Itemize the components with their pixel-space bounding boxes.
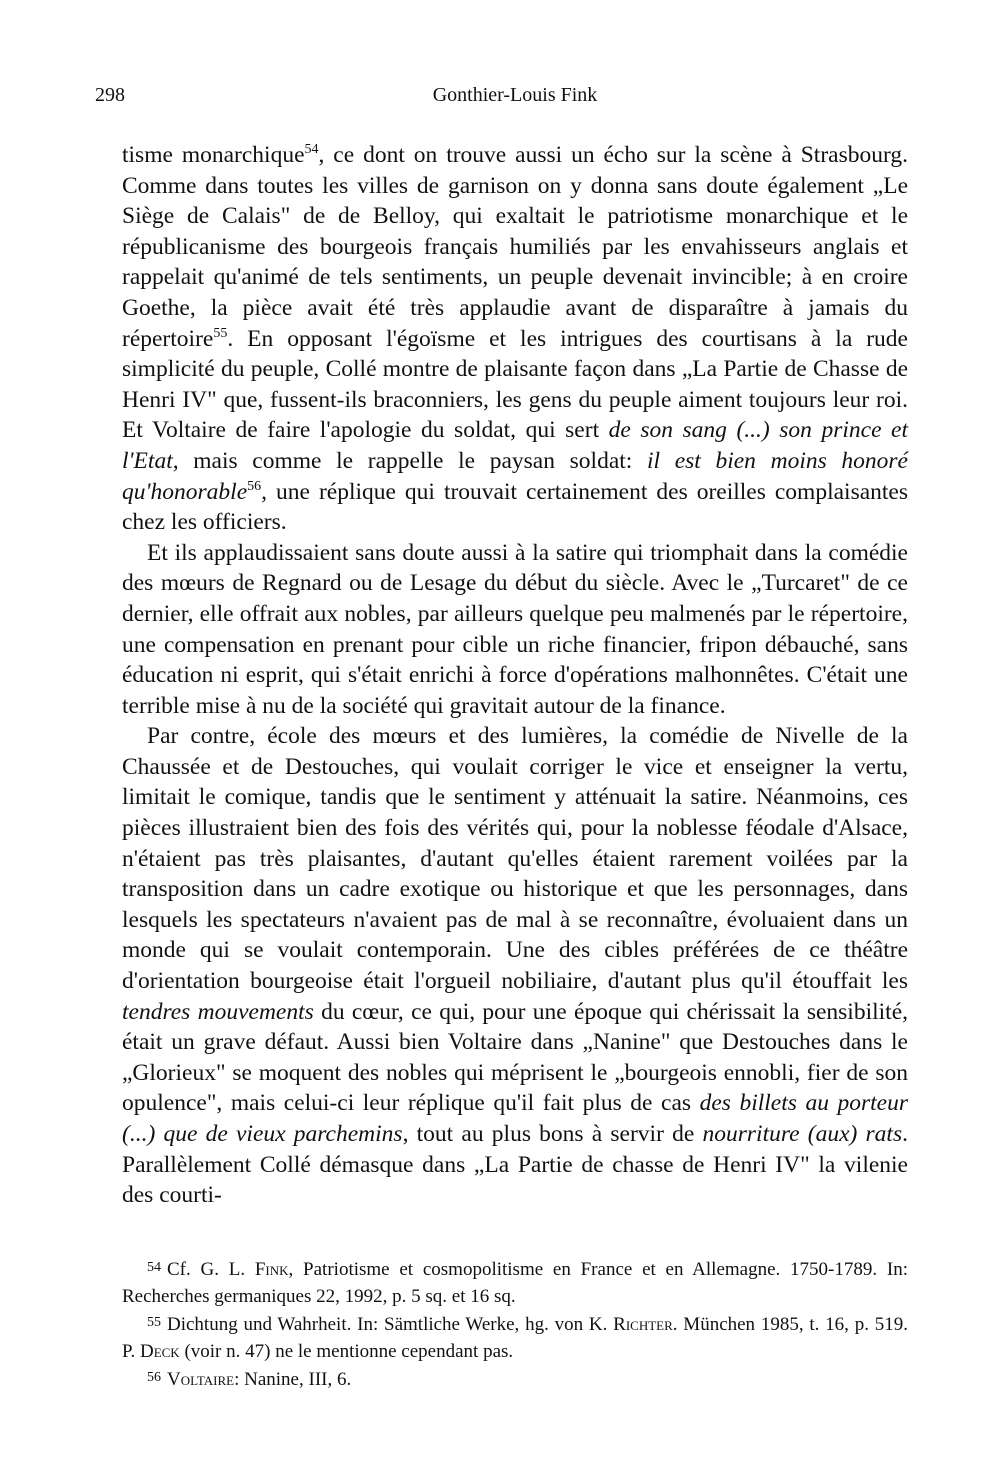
- text-run: tisme monarchique: [122, 142, 305, 168]
- paragraph-1: [122, 140, 908, 538]
- page-number: 298: [95, 84, 125, 106]
- body-text: [122, 140, 908, 1211]
- text-run: . Parallèlement Collé démasque dans „La Partie de chasse de Henri IV" la vilenie des courti-: [122, 1121, 908, 1209]
- footnote-text: : Nanine, III, 6.: [234, 1369, 352, 1390]
- footnote-ref-55[interactable]: 55: [213, 325, 228, 341]
- footnote-text: . München 1985, t. 16, p. 519. P.: [122, 1314, 908, 1362]
- text-run: , mais comme le rappelle le paysan soldat:: [172, 447, 647, 474]
- italic-quote: des billets au porteur (...) que de vieux parchemins: [122, 1090, 908, 1147]
- paragraph-3: [122, 721, 908, 1211]
- footnote-text: Dichtung und Wahrheit. In: Sämtliche Werke, hg. von K.: [167, 1314, 614, 1335]
- footnote-text: (voir n. 47) ne le mentionne cependant pas.: [179, 1340, 514, 1362]
- footnote-ref-54[interactable]: 54: [304, 142, 319, 157]
- footnote-author: Fink: [254, 1259, 289, 1280]
- footnote-56: [122, 1365, 908, 1394]
- text-run: . En opposant l'égoïsme et les intrigues des courtisans à la rude simplicité du peuple, Collé montre de plaisante façon dans „La Partie de Chasse de Henri IV" que, fussent-ils braconniers, les gens du peuple aiment toujours leur roi. Et Voltaire de faire l'apologie du soldat, qui sert: [122, 325, 908, 444]
- footnotes: [122, 1255, 908, 1394]
- footnote-text: Cf. G. L.: [167, 1259, 255, 1280]
- italic-quote: nourriture (aux) rats: [702, 1121, 903, 1147]
- footnote-author: Richter: [613, 1314, 673, 1335]
- running-head: Gonthier-Louis Fink: [432, 84, 598, 106]
- footnote-text: , Patriotisme et cosmopolitisme en France et en Allemagne. 1750-1789. In: Recherches germaniques 22, 1992, p. 5 sq. et 16 sq.: [122, 1259, 908, 1307]
- footnote-mark: 56: [147, 1370, 161, 1385]
- text-run: , une réplique qui trouvait certainement des oreilles complaisantes chez les officiers.: [122, 478, 908, 536]
- footnote-mark: 54: [147, 1260, 161, 1275]
- text-run: du cœur, ce qui, pour une époque qui chérissait la sensibilité, était un grave défaut. Aussi bien Voltaire dans „Nanine" que Destouches dans le „Glorieux" se moquent des nobles qui méprisent le „bourgeois ennobli, fier de son opulence", mais celui-ci leur réplique qu'il fait plus de cas: [122, 998, 908, 1117]
- footnote-mark: 55: [147, 1315, 161, 1330]
- footnote-54: [122, 1255, 908, 1310]
- text-run: , tout au plus bons à servir de: [402, 1121, 703, 1147]
- italic-quote: il est bien moins honoré qu'honorable: [122, 447, 908, 505]
- running-header: [95, 78, 908, 112]
- italic-quote: de son sang (...) son prince et l'Etat: [122, 417, 909, 474]
- footnote-author: Deck: [139, 1340, 180, 1362]
- footnote-author: Voltaire: [167, 1369, 235, 1390]
- paragraph-2: Et ils applaudissaient sans doute aussi à la satire qui triomphait dans la comédie des mœurs de Regnard ou de Lesage du début du siècle. Avec le „Turcaret" de ce dernier, elle offrait aux nobles, par ailleurs quelque peu malmenés par le répertoire, une compensation en prenant pour cible un riche financier, fripon débauché, sans éducation ni esprit, qui s'était enrichi à force d'opérations malhonnêtes. C'était une terrible mise à nu de la société qui gravitait autour de la finance.: [122, 539, 908, 719]
- text-run: , ce dont on trouve aussi un écho sur la scène à Strasbourg. Comme dans toutes les villes de garnison on y donna sans doute également „Le Siège de Calais" de de Belloy, qui exaltait le patriotisme monarchique et le républicanisme des bourgeois français humiliés par les envahisseurs anglais et rappelait qu'animé de tels sentiments, un peuple devenait invincible; à en croire Goethe, la pièce avait été très applaudie avant de disparaître à jamais du répertoire: [122, 142, 909, 352]
- italic-phrase: tendres mouvements: [122, 998, 314, 1025]
- footnote-55: [122, 1310, 908, 1365]
- text-run: Par contre, école des mœurs et des lumières, la comédie de Nivelle de la Chaussée et de Destouches, qui voulait corriger le vice et enseigner la vertu, limitait le comique, tandis que le sentiment y atténuait la satire. Néanmoins, ces pièces illustraient bien des fois des vérités qui, pour la noblesse féodale d'Alsace, n'étaient pas très plaisantes, d'autant qu'elles étaient rarement voilées par la transposition dans un cadre exotique ou historique et que les personnages, dans lesquels les spectateurs n'avaient pas de mal à se reconnaître, évoluaient dans un monde qui se voulait contemporain. Une des cibles préférées de ce théâtre d'orientation bourgeoise était l'orgueil nobiliaire, d'autant plus qu'il étouffait les: [122, 723, 908, 995]
- footnote-ref-56[interactable]: 56: [247, 478, 262, 494]
